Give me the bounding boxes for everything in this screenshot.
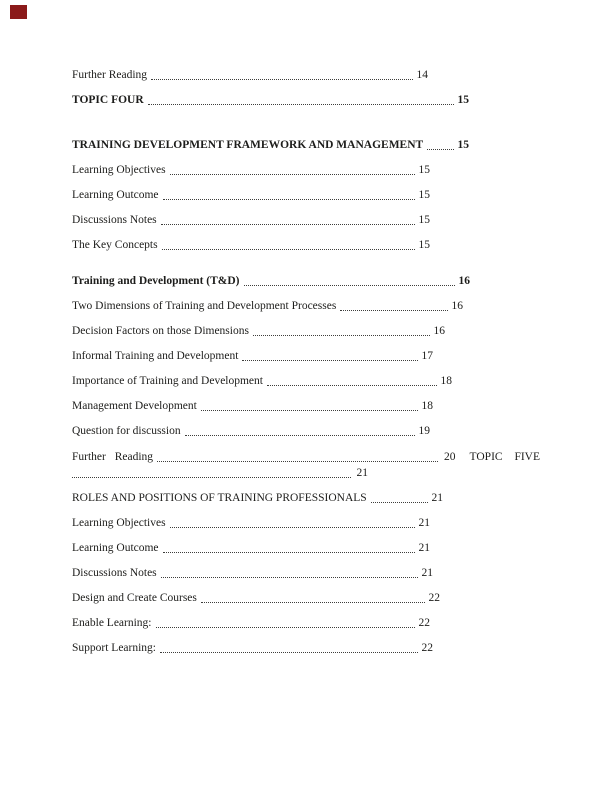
toc-entry-page: 15 [418,189,430,201]
toc-entry-label: Learning Objectives [72,164,166,176]
toc-entry-label: Learning Outcome [72,542,159,554]
toc-entry-label: ROLES AND POSITIONS OF TRAINING PROFESSIONALS [72,492,367,504]
toc-entry-label: Learning Outcome [72,189,159,201]
toc-entry-label: Support Learning: [72,642,156,654]
toc-entry [72,399,433,414]
toc-entry-page: 15 [418,239,430,251]
dot-leader [161,567,418,578]
toc-entry [72,213,430,228]
toc-entry-page: 17 [421,350,433,362]
toc-entry-merged [72,449,540,481]
dot-leader [163,189,415,200]
toc-entry-page: 22 [428,592,440,604]
toc-entry-page: 16 [458,275,470,287]
dot-leader [157,451,438,462]
dot-leader [156,617,415,628]
toc-entry [72,541,430,556]
toc-entry-label: The Key Concepts [72,239,158,251]
toc-entry [72,299,463,314]
toc-entry-page: 15 [418,164,430,176]
toc-entry-label: Discussions Notes [72,567,157,579]
dot-leader [161,214,415,225]
dot-leader [162,239,415,250]
toc-entry-page: 18 [421,400,433,412]
toc-entry-label: Two Dimensions of Training and Development Processes [72,300,337,312]
toc-entry-page: 15 [418,214,430,226]
toc-entry [72,188,430,203]
dot-leader [170,517,415,528]
toc-entry [72,324,445,339]
toc-entry [72,566,433,581]
toc-entry-label: Importance of Training and Development [72,375,263,387]
dot-leader [185,425,415,436]
toc-entry [72,68,428,83]
toc-entry-label: Learning Objectives [72,517,166,529]
dot-leader [160,642,418,653]
corner-marker [10,5,27,19]
toc-entry [72,238,430,253]
toc-entry [72,491,443,506]
toc-entry-page: 22 [418,617,430,629]
toc-entry-label: Design and Create Courses [72,592,197,604]
toc-entry-line [72,449,540,465]
dot-leader [371,492,428,503]
toc-entry [72,374,452,389]
toc-entry-page: 22 [421,642,433,654]
toc-entry-label: TRAINING DEVELOPMENT FRAMEWORK AND MANAGEMENT [72,139,424,151]
toc-entry [72,274,470,289]
toc-entry [72,163,430,178]
toc-entry [72,93,469,108]
dot-leader [427,139,453,150]
table-of-contents [72,68,540,666]
dot-leader [151,69,412,80]
toc-entry [72,591,440,606]
toc-entry-page: 18 [440,375,452,387]
toc-entry-label: Informal Training and Development [72,350,239,362]
toc-entry [72,616,430,631]
toc-entry-label: TOPIC FOUR [72,94,144,106]
toc-entry-page: 21 [418,517,430,529]
toc-entry [72,516,430,531]
dot-leader [201,592,425,603]
toc-entry-page: 14 [416,69,428,81]
dot-leader [242,350,417,361]
toc-entry [72,349,433,364]
toc-entry-page: 16 [451,300,463,312]
toc-entry-page: 21 [418,542,430,554]
toc-entry-page: 15 [457,139,469,151]
toc-entry-label: Further Reading [72,69,148,81]
dot-leader [267,375,437,386]
dot-leader [170,164,415,175]
toc-entry-page: 15 [457,94,469,106]
toc-entry-label: Management Development [72,400,197,412]
dot-leader [163,542,415,553]
toc-entry [72,424,430,439]
toc-runon-heading: TOPIC FIVE [469,451,540,463]
toc-entry-page: 21 [421,567,433,579]
toc-entry-label: Enable Learning: [72,617,152,629]
toc-entry-label: Training and Development (T&D) [72,275,240,287]
toc-entry-label: Question for discussion [72,425,181,437]
dot-leader [253,325,430,336]
toc-entry-page: 20 [444,451,456,463]
toc-entry-label: Discussions Notes [72,214,157,226]
dot-leader [244,275,455,286]
toc-entry-label: Decision Factors on those Dimensions [72,325,249,337]
toc-entry [72,138,469,153]
toc-entry [72,641,433,656]
toc-entry-page: 16 [433,325,445,337]
toc-entry-wrap-line [72,465,368,481]
toc-entry-page: 19 [418,425,430,437]
dot-leader [72,467,351,478]
toc-entry-label: Further Reading [72,451,154,463]
toc-entry-page: 21 [431,492,443,504]
toc-entry-page: 21 [356,467,368,479]
dot-leader [148,94,454,105]
dot-leader [201,400,418,411]
dot-leader [340,300,447,311]
